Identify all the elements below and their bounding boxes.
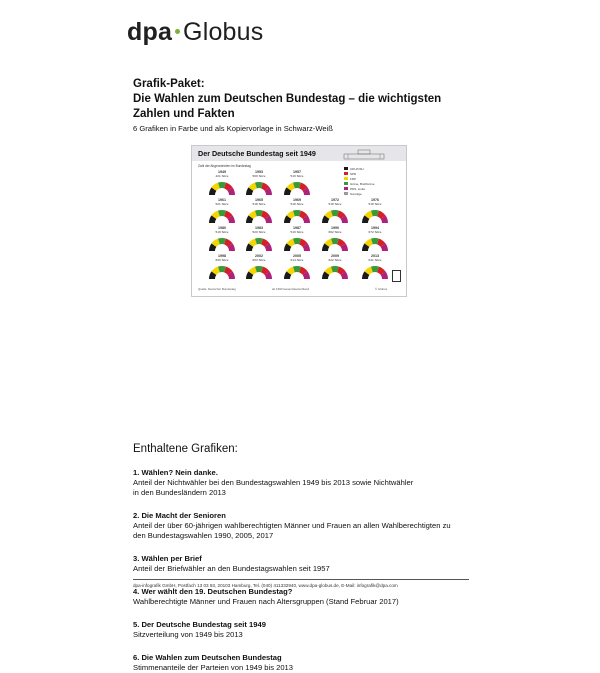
seat-arc-icon — [358, 235, 392, 253]
seat-arc-segment — [249, 217, 251, 223]
contents-item-6 — [133, 653, 493, 673]
seat-arc-segment — [225, 241, 230, 245]
election-seat-total: 672 Sitze — [356, 230, 394, 234]
election-seat-total: 603 Sitze — [240, 258, 278, 262]
seat-arc-icon — [280, 179, 314, 197]
seat-arc-segment — [249, 273, 251, 279]
seat-arc-segment — [225, 185, 230, 189]
seat-arc-segment — [287, 273, 289, 279]
contents-item-title: 4. Wer wählt den 19. Deutschen Bundestag? — [133, 587, 493, 597]
contents-item-title: 2. Die Macht der Senioren — [133, 511, 493, 521]
seat-arc-icon — [242, 235, 276, 253]
seat-arc-segment — [338, 213, 343, 217]
election-seat-chart — [240, 198, 278, 228]
package-subtitle: 6 Grafiken in Farbe und als Kopiervorlage in Schwarz-Weiß — [133, 123, 473, 134]
seat-arc-segment — [287, 189, 289, 195]
election-seat-chart — [203, 254, 241, 284]
election-year: 2002 — [240, 254, 278, 258]
seat-arc-segment — [214, 213, 219, 217]
seat-arc-segment — [327, 241, 332, 245]
election-seat-chart — [356, 226, 394, 256]
seat-arc-icon — [242, 179, 276, 197]
election-seat-total: 518 Sitze — [356, 202, 394, 206]
seat-arc-segment — [289, 269, 294, 273]
election-seat-chart — [240, 254, 278, 284]
seat-arc-icon — [205, 263, 239, 281]
footer-divider — [133, 579, 469, 580]
election-year: 1976 — [356, 198, 394, 202]
election-seat-total: 518 Sitze — [240, 202, 278, 206]
election-seat-total: 662 Sitze — [316, 230, 354, 234]
election-seat-chart — [356, 198, 394, 228]
contents-item-2 — [133, 511, 493, 541]
seat-arc-segment — [367, 241, 372, 245]
seat-arc-segment — [230, 217, 232, 223]
election-seat-total: 669 Sitze — [203, 258, 241, 262]
thumbnail-title: Der Deutsche Bundestag seit 1949 — [198, 149, 316, 158]
election-seat-chart — [203, 198, 241, 228]
contents-item-desc: Anteil der Briefwähler an den Bundestagswahlen seit 1957 — [133, 564, 493, 574]
thumbnail-subtitle: Zahl der Abgeordneten im Bundestag — [198, 164, 251, 168]
legend-entry — [344, 191, 404, 196]
election-seat-total: 509 Sitze — [240, 174, 278, 178]
election-seat-total: 518 Sitze — [316, 202, 354, 206]
election-seat-chart — [278, 198, 316, 228]
election-year: 1961 — [203, 198, 241, 202]
election-year: 1994 — [356, 226, 394, 230]
legend-swatch — [344, 182, 348, 185]
seat-arc-segment — [300, 213, 305, 217]
contents-item-1 — [133, 468, 493, 498]
election-seat-chart — [316, 226, 354, 256]
contents-item-desc: in den Bundesländern 2013 — [133, 488, 493, 498]
seat-arc-icon — [318, 263, 352, 281]
seat-arc-segment — [378, 241, 383, 245]
election-year: 1990 — [316, 226, 354, 230]
contents-item-title: 6. Die Wahlen zum Deutschen Bundestag — [133, 653, 493, 663]
package-label: Grafik-Paket: — [133, 77, 473, 92]
election-seat-total: 631 Sitze — [356, 258, 394, 262]
legend-swatch — [344, 172, 348, 175]
logo-brand-globus: Globus — [183, 18, 263, 46]
seat-arc-segment — [267, 217, 269, 223]
seat-arc-segment — [325, 217, 327, 223]
logo-dot-icon — [175, 29, 180, 34]
seat-arc-segment — [230, 245, 232, 251]
package-title-line1: Die Wahlen zum Deutschen Bundestag – die wichtigsten — [133, 92, 473, 107]
seat-arc-segment — [365, 245, 367, 251]
election-seat-total: 421 Sitze — [203, 174, 241, 178]
contents-item-desc: Anteil der Nichtwähler bei den Bundestagswahlen 1949 bis 2013 sowie Nichtwähler — [133, 478, 493, 488]
contents-item-title: 5. Der Deutsche Bundestag seit 1949 — [133, 620, 493, 630]
legend-swatch — [344, 167, 348, 170]
seat-arc-segment — [212, 245, 214, 251]
seat-arc-segment — [289, 241, 294, 245]
legend-label: Grüne, Bnd/Grüne — [350, 182, 375, 186]
seat-arc-segment — [249, 245, 251, 251]
seat-arc-segment — [267, 245, 269, 251]
election-seat-total: 614 Sitze — [278, 258, 316, 262]
seat-arc-segment — [289, 185, 294, 189]
election-seat-chart — [240, 170, 278, 200]
contents-heading: Enthaltene Grafiken: — [133, 443, 238, 455]
election-seat-chart — [316, 254, 354, 284]
election-year: 2013 — [356, 254, 394, 258]
seat-arc-segment — [267, 189, 269, 195]
legend-label: CDU/CSU — [350, 167, 364, 171]
package-header — [133, 77, 473, 134]
election-year: 1953 — [240, 170, 278, 174]
contents-item-title: 1. Wählen? Nein danke. — [133, 468, 493, 478]
legend-label: FDP — [350, 177, 356, 181]
seat-arc-segment — [251, 241, 256, 245]
election-seat-chart — [278, 170, 316, 200]
seat-arc-segment — [378, 269, 383, 273]
seat-arc-segment — [267, 273, 269, 279]
seat-arc-segment — [287, 245, 289, 251]
contents-item-desc: Anteil der über 60-jährigen wahlberechtigten Männer und Frauen an allen Wahlberechtigten zu — [133, 521, 493, 531]
seat-arc-segment — [251, 185, 256, 189]
election-seat-total: 519 Sitze — [203, 230, 241, 234]
election-year: 1972 — [316, 198, 354, 202]
seat-arc-segment — [305, 189, 307, 195]
seat-arc-segment — [325, 245, 327, 251]
seat-arc-icon — [318, 235, 352, 253]
legend-label: SPD — [350, 172, 356, 176]
election-seat-chart — [278, 254, 316, 284]
parliament-building-icon — [342, 149, 386, 160]
seat-arc-segment — [225, 269, 230, 273]
seat-arc-segment — [305, 217, 307, 223]
election-seat-total: 519 Sitze — [278, 230, 316, 234]
contents-item-3 — [133, 554, 493, 574]
legend-label: PDS, Linke — [350, 187, 365, 191]
seat-arc-icon — [242, 263, 276, 281]
seat-arc-segment — [383, 217, 385, 223]
contents-item-desc: Stimmenanteile der Parteien von 1949 bis 2013 — [133, 663, 493, 673]
legend-swatch — [344, 187, 348, 190]
seat-arc-icon — [358, 207, 392, 225]
seat-arc-icon — [205, 179, 239, 197]
election-seat-chart — [203, 170, 241, 200]
seat-arc-icon — [205, 235, 239, 253]
seat-arc-segment — [343, 217, 345, 223]
seat-arc-segment — [289, 213, 294, 217]
seat-arc-segment — [383, 273, 385, 279]
seat-arc-segment — [230, 189, 232, 195]
seat-arc-icon — [358, 263, 392, 281]
election-seat-chart — [278, 226, 316, 256]
seat-arc-segment — [225, 213, 230, 217]
seat-arc-icon — [318, 207, 352, 225]
thumbnail-note: ab 1990 Gesamtdeutschland — [272, 287, 309, 291]
seat-arc-icon — [205, 207, 239, 225]
seat-arc-segment — [300, 185, 305, 189]
seat-arc-segment — [343, 245, 345, 251]
election-year: 2005 — [278, 254, 316, 258]
seat-arc-segment — [338, 269, 343, 273]
election-year: 1980 — [203, 226, 241, 230]
election-seat-total: 520 Sitze — [240, 230, 278, 234]
contents-item-desc: den Bundestagswahlen 1990, 2005, 2017 — [133, 531, 493, 541]
seat-arc-segment — [378, 213, 383, 217]
seat-arc-segment — [325, 273, 327, 279]
seat-arc-segment — [365, 217, 367, 223]
seat-arc-segment — [327, 213, 332, 217]
package-title-line2: Zahlen und Fakten — [133, 107, 473, 122]
seat-arc-segment — [300, 269, 305, 273]
contents-item-desc: Wahlberechtigte Männer und Frauen nach Altersgruppen (Stand Februar 2017) — [133, 597, 493, 607]
thumbnail-credit: © Globus — [375, 287, 387, 291]
contents-item-title: 3. Wählen per Brief — [133, 554, 493, 564]
seat-arc-segment — [251, 269, 256, 273]
legend-label: Sonstige — [350, 192, 362, 196]
seat-arc-segment — [327, 269, 332, 273]
election-seat-total: 622 Sitze — [316, 258, 354, 262]
seat-arc-segment — [262, 241, 267, 245]
seat-arc-segment — [305, 245, 307, 251]
seat-arc-segment — [249, 189, 251, 195]
seat-arc-segment — [338, 241, 343, 245]
seat-arc-segment — [300, 241, 305, 245]
seat-arc-segment — [262, 185, 267, 189]
seat-arc-segment — [365, 273, 367, 279]
contents-item-4 — [133, 587, 493, 607]
seat-arc-segment — [262, 213, 267, 217]
election-year: 1969 — [278, 198, 316, 202]
seat-arc-segment — [214, 241, 219, 245]
seat-arc-segment — [305, 273, 307, 279]
election-seat-total: 518 Sitze — [278, 202, 316, 206]
thumbnail-source: Quelle: Deutscher Bundestag — [198, 287, 236, 291]
seat-arc-segment — [212, 189, 214, 195]
election-seat-total: 521 Sitze — [203, 202, 241, 206]
seat-arc-segment — [212, 273, 214, 279]
seat-arc-segment — [214, 269, 219, 273]
contents-item-desc: Sitzverteilung von 1949 bis 2013 — [133, 630, 493, 640]
election-year: 1983 — [240, 226, 278, 230]
dpa-globus-logo — [127, 18, 263, 47]
seat-arc-segment — [262, 269, 267, 273]
election-year: 1957 — [278, 170, 316, 174]
seat-arc-segment — [214, 185, 219, 189]
election-year: 2009 — [316, 254, 354, 258]
seat-arc-segment — [230, 273, 232, 279]
globus-mark-icon — [392, 270, 401, 282]
election-year: 1987 — [278, 226, 316, 230]
party-legend — [344, 166, 404, 196]
election-seat-chart — [356, 254, 394, 284]
logo-brand-dpa: dpa — [127, 18, 172, 46]
election-seat-chart — [316, 198, 354, 228]
seat-arc-segment — [367, 269, 372, 273]
election-year: 1998 — [203, 254, 241, 258]
seat-arc-icon — [280, 207, 314, 225]
legend-swatch — [344, 192, 348, 195]
seat-arc-icon — [242, 207, 276, 225]
seat-arc-segment — [367, 213, 372, 217]
graphic-thumbnail — [191, 145, 407, 297]
election-seat-total: 519 Sitze — [278, 174, 316, 178]
election-year: 1965 — [240, 198, 278, 202]
seat-arc-icon — [280, 263, 314, 281]
seat-arc-segment — [212, 217, 214, 223]
contents-item-5 — [133, 620, 493, 640]
election-seat-chart — [240, 226, 278, 256]
election-seat-chart — [203, 226, 241, 256]
seat-arc-segment — [287, 217, 289, 223]
seat-arc-icon — [280, 235, 314, 253]
seat-arc-segment — [343, 273, 345, 279]
footer-contact: dpa-infografik GmbH, Postfach 13 03 93, 20103 Hamburg, Tel. (040) 411332940, www.dpa-globus.de, E-Mail: infografik@dpa.com — [133, 583, 473, 588]
seat-arc-segment — [251, 213, 256, 217]
legend-swatch — [344, 177, 348, 180]
election-year: 1949 — [203, 170, 241, 174]
seat-arc-segment — [383, 245, 385, 251]
